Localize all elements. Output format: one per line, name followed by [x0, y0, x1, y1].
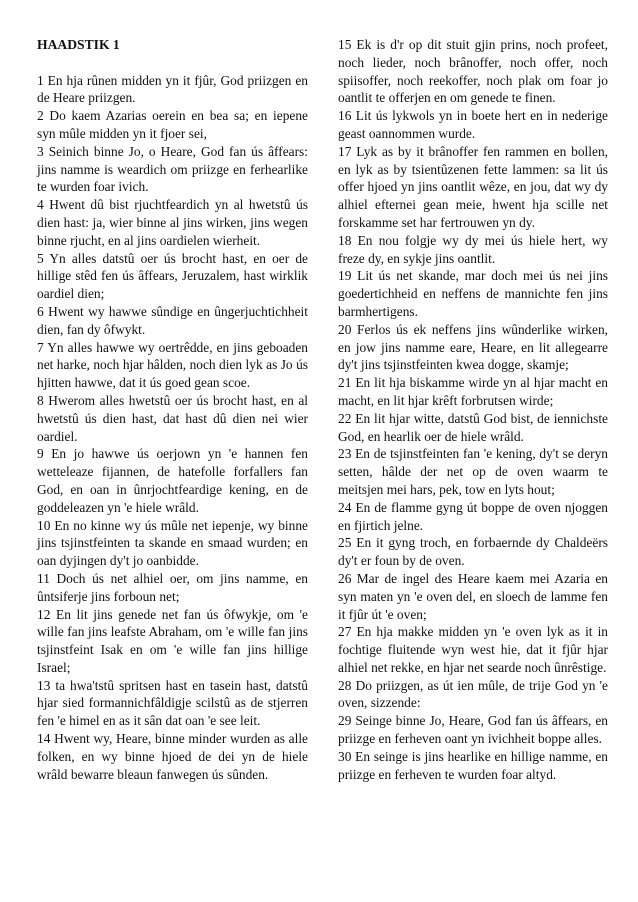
verse-6: 6 Hwent wy hawwe sûndige en ûngerjuchtichheit dien, fan dy ôfwykt.	[37, 303, 308, 337]
verse-30: 30 En seinge is jins hearlike en hillige namme, en priizge en ferheven te wurden foar altyd.	[338, 748, 608, 782]
verse-1: 1 En hja rûnen midden yn it fjûr, God priizgen en de Heare priizgen.	[37, 72, 308, 106]
verse-23: 23 En de tsjinstfeinten fan 'e kening, dy't se deryn setten, hâlde der net op de oven waarm te meitsjen mei hars, pek, tow en lyts hout;	[338, 446, 608, 497]
verse-26: 26 Mar de ingel des Heare kaem mei Azaria en syn maten yn 'e oven del, en sloech de lamme fen it fjûr út 'e oven;	[338, 570, 608, 622]
verse-3: 3 Seinich binne Jo, o Heare, God fan ús âffears: jins namme is weardich om priizge en ferhearlike te wurden foar ivich.	[37, 143, 308, 195]
verse-17: 17 Lyk as by it brânoffer fen rammen en bollen, en lyk as by tsientûzenen fette lammen: sa lit ús offer hjoed yn jins oantlit wêze, en jou, dat wy dy alhiel efternei gean meie, hwent hja scille net forskamme set har fertrouwen yn dy.	[338, 143, 608, 230]
verse-14: 14 Hwent wy, Heare, binne minder wurden as alle folken, en wy binne hjoed de dei yn de hiele wrâld bewarre bleaun fanwegen ús sûnden.	[37, 731, 308, 782]
verse-13: 13 ta hwa'tstû spritsen hast en tasein hast, datstû hjar sied formannichfâldigje scilstû as de stjerren fen 'e himel en as it sân dat oan 'e see leit.	[37, 677, 308, 729]
verse-20: 20 Ferlos ús ek neffens jins wûnderlike wirken, en jow jins namme eare, Heare, en lit allegearre dy't jins tsjinstfeinten kwea dogge, skamje;	[338, 321, 608, 373]
verse-24: 24 En de flamme gyng út boppe de oven njoggen en fjirtich jelne.	[338, 499, 608, 533]
verse-29: 29 Seinge binne Jo, Heare, God fan ús âffears, en priizge en ferheven oant yn ivichheit boppe alles.	[338, 713, 608, 747]
verse-19: 19 Lit ús net skande, mar doch mei ús nei jins goedertichheid en neffens de mannichte fen jins barmhertigens.	[338, 268, 608, 319]
chapter-heading: HAADSTIK 1	[37, 37, 120, 52]
verse-12: 12 En lit jins genede net fan ús ôfwykje, om 'e wille fan jins leafste Abraham, om 'e wille fan jins tsjinstfeint Isak en om 'e wille fan jins hillige Israel;	[37, 606, 308, 675]
verse-4: 4 Hwent dû bist rjuchtfeardich yn al hwetstû ús dien hast: ja, wier binne al jins wirken, jins wegen binne rjucht, en al jins oardielen wierheit.	[37, 197, 308, 248]
two-column-body	[37, 36, 608, 783]
left-column	[37, 36, 308, 783]
verse-8: 8 Hwerom alles hwetstû oer ús brocht hast, en al hwetstû ús dien hast, dat hast dû dien nei wier oardiel.	[37, 392, 308, 444]
verse-7: 7 Yn alles hawwe wy oertrêdde, en jins geboaden net harke, noch hjar hâlden, noch dien lyk as Jo ús hjitten hawwe, dat it ús goed gean scoe.	[37, 339, 308, 391]
verse-25: 25 En it gyng troch, en forbaernde dy Chaldeërs dy't er foun by de oven.	[338, 535, 608, 569]
verse-21: 21 En lit hja biskamme wirde yn al hjar macht en macht, en lit hjar krêft forbrutsen wirde;	[338, 375, 608, 408]
verse-22: 22 En lit hjar witte, datstû God bist, de iennichste God, en hearlik oer de hiele wrâld.	[338, 410, 608, 444]
verse-16: 16 Lit ús lykwols yn in boete hert en in nederige geast oannommen wurde.	[338, 108, 608, 141]
verse-10: 10 En no kinne wy ús mûle net iepenje, wy binne jins tsjinstfeinten ta skande en smaad wurden; en oan dyjingen dy't jo oanbidde.	[37, 517, 308, 569]
verse-2: 2 Do kaem Azarias oerein en bea sa; en iepene syn mûle midden yn it fjoer sei,	[37, 108, 308, 141]
verse-28: 28 Do priizgen, as út ien mûle, de trije God yn 'e oven, sizzende:	[338, 677, 608, 711]
right-column	[338, 36, 608, 783]
verse-15: 15 Ek is d'r op dit stuit gjin prins, noch profeet, noch lieder, noch brânoffer, noch offer, noch spiisoffer, noch reekoffer, noch plak om foar jo oantlit te offerjen en om genede te finen.	[338, 37, 608, 106]
verse-18: 18 En nou folgje wy dy mei ús hiele hert, wy freze dy, en sykje jins oantlit.	[338, 232, 608, 266]
verse-9: 9 En jo hawwe ús oerjown yn 'e hannen fen wetteleaze fijannen, de hatefolle forfallers fan God, en oan in ûnrjochtfeardige kening, en de goddeleazen yn 'e hiele wrâld.	[37, 446, 308, 515]
verse-27: 27 En hja makke midden yn 'e oven lyk as it in fochtige fluitende wyn west hie, dat it fjûr hjar alhiel net rekke, en hjar net searde noch ûnrêstige.	[338, 624, 608, 675]
verse-11: 11 Doch ús net alhiel oer, om jins namme, en ûntsiferje jins forboun net;	[37, 570, 308, 604]
verse-5: 5 Yn alles datstû oer ús brocht hast, en oer de hillige stêd fen ús âffears, Jeruzalem, hast wirklik oardiel dien;	[37, 250, 308, 302]
